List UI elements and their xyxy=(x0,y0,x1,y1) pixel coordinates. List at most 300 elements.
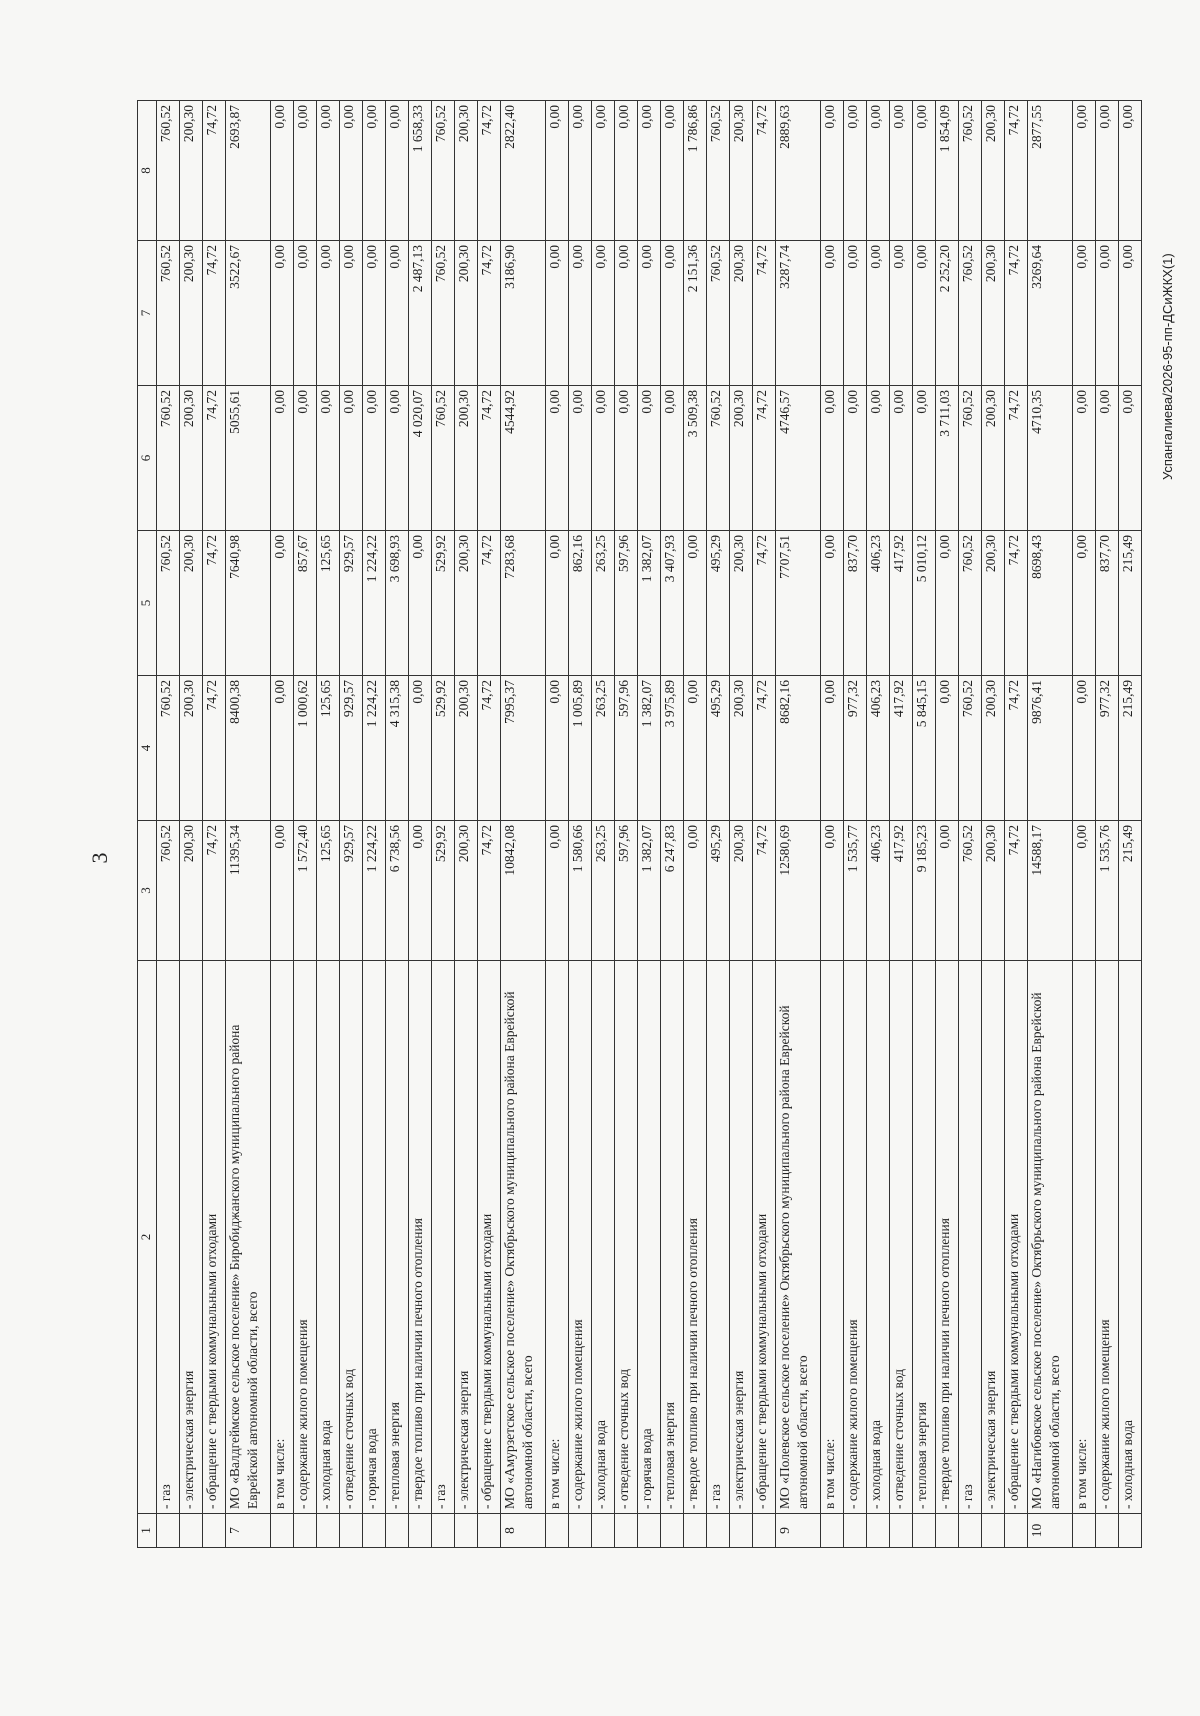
value-cell: 4544,92 xyxy=(501,386,546,531)
value-cell: 8698,43 xyxy=(1028,531,1073,676)
table-row xyxy=(730,101,753,1548)
value-cell: 200,30 xyxy=(730,821,753,961)
table-row xyxy=(982,101,1005,1548)
table-row xyxy=(569,101,592,1548)
value-cell: 0,00 xyxy=(821,531,844,676)
value-cell: 14588,17 xyxy=(1028,821,1073,961)
table-row xyxy=(821,101,844,1548)
table-row xyxy=(294,101,317,1548)
value-cell: 200,30 xyxy=(730,386,753,531)
row-label: - тепловая энергия xyxy=(913,961,936,1514)
row-number xyxy=(592,1514,615,1548)
value-cell: 0,00 xyxy=(821,821,844,961)
value-cell: 0,00 xyxy=(936,821,959,961)
value-cell: 74,72 xyxy=(203,531,226,676)
value-cell: 0,00 xyxy=(317,241,340,386)
value-cell: 0,00 xyxy=(890,386,913,531)
row-number: 10 xyxy=(1028,1514,1073,1548)
value-cell: 0,00 xyxy=(294,241,317,386)
value-cell: 3 711,03 xyxy=(936,386,959,531)
header-cell: 4 xyxy=(138,676,157,821)
value-cell: 0,00 xyxy=(844,241,867,386)
value-cell: 74,72 xyxy=(753,821,776,961)
value-cell: 1 382,07 xyxy=(638,821,661,961)
value-cell: 0,00 xyxy=(913,241,936,386)
row-number xyxy=(730,1514,753,1548)
value-cell: 0,00 xyxy=(340,386,363,531)
table-row xyxy=(890,101,913,1548)
value-cell: 929,57 xyxy=(340,531,363,676)
row-label: МО «Нагибовское сельское поселение» Октябрьского муниципального района Еврейской автономной области, всего xyxy=(1028,961,1073,1514)
value-cell: 263,25 xyxy=(592,821,615,961)
value-cell: 0,00 xyxy=(867,241,890,386)
row-number xyxy=(363,1514,386,1548)
value-cell: 760,52 xyxy=(157,531,180,676)
value-cell: 2 487,13 xyxy=(409,241,432,386)
row-number xyxy=(982,1514,1005,1548)
value-cell: 74,72 xyxy=(1005,386,1028,531)
row-number: 7 xyxy=(226,1514,271,1548)
row-label: - отведение сточных вод xyxy=(340,961,363,1514)
value-cell: 200,30 xyxy=(982,101,1005,241)
value-cell: 0,00 xyxy=(913,101,936,241)
value-cell: 597,96 xyxy=(615,676,638,821)
row-label: - холодная вода xyxy=(317,961,340,1514)
value-cell: 215,49 xyxy=(1119,676,1142,821)
value-cell: 3287,74 xyxy=(776,241,821,386)
row-label: - электрическая энергия xyxy=(982,961,1005,1514)
row-label: - газ xyxy=(707,961,730,1514)
value-cell: 74,72 xyxy=(1005,821,1028,961)
value-cell: 2 151,36 xyxy=(684,241,707,386)
value-cell: 0,00 xyxy=(1096,101,1119,241)
value-cell: 74,72 xyxy=(478,676,501,821)
row-label: - электрическая энергия xyxy=(455,961,478,1514)
table-row xyxy=(776,101,821,1548)
value-cell: 74,72 xyxy=(1005,241,1028,386)
value-cell: 6 247,83 xyxy=(661,821,684,961)
value-cell: 0,00 xyxy=(386,101,409,241)
value-cell: 0,00 xyxy=(615,241,638,386)
row-number xyxy=(409,1514,432,1548)
value-cell: 200,30 xyxy=(730,676,753,821)
value-cell: 2 252,20 xyxy=(936,241,959,386)
value-cell: 0,00 xyxy=(363,241,386,386)
table-row xyxy=(180,101,203,1548)
value-cell: 200,30 xyxy=(180,676,203,821)
row-label: - газ xyxy=(959,961,982,1514)
value-cell: 0,00 xyxy=(821,386,844,531)
value-cell: 857,67 xyxy=(294,531,317,676)
value-cell: 1 382,07 xyxy=(638,676,661,821)
value-cell: 200,30 xyxy=(455,386,478,531)
value-cell: 0,00 xyxy=(271,241,294,386)
value-cell: 9 185,23 xyxy=(913,821,936,961)
row-label: - содержание жилого помещения xyxy=(294,961,317,1514)
header-cell: 8 xyxy=(138,101,157,241)
value-cell: 200,30 xyxy=(180,101,203,241)
table-row xyxy=(638,101,661,1548)
value-cell: 1 005,89 xyxy=(569,676,592,821)
value-cell: 200,30 xyxy=(982,241,1005,386)
row-number xyxy=(959,1514,982,1548)
row-number xyxy=(294,1514,317,1548)
row-number xyxy=(753,1514,776,1548)
value-cell: 74,72 xyxy=(1005,101,1028,241)
value-cell: 417,92 xyxy=(890,676,913,821)
row-label: - тепловая энергия xyxy=(386,961,409,1514)
table-row xyxy=(1005,101,1028,1548)
table-row xyxy=(592,101,615,1548)
row-label: - тепловая энергия xyxy=(661,961,684,1514)
header-cell: 3 xyxy=(138,821,157,961)
value-cell: 977,32 xyxy=(1096,676,1119,821)
value-cell: 200,30 xyxy=(180,821,203,961)
value-cell: 0,00 xyxy=(546,386,569,531)
value-cell: 760,52 xyxy=(959,676,982,821)
header-cell: 7 xyxy=(138,241,157,386)
table-row xyxy=(913,101,936,1548)
value-cell: 74,72 xyxy=(478,386,501,531)
value-cell: 977,32 xyxy=(844,676,867,821)
value-cell: 74,72 xyxy=(753,241,776,386)
value-cell: 263,25 xyxy=(592,676,615,821)
value-cell: 74,72 xyxy=(203,821,226,961)
table-row xyxy=(340,101,363,1548)
value-cell: 200,30 xyxy=(455,101,478,241)
value-cell: 0,00 xyxy=(569,241,592,386)
value-cell: 760,52 xyxy=(157,821,180,961)
value-cell: 74,72 xyxy=(478,101,501,241)
value-cell: 0,00 xyxy=(821,241,844,386)
value-cell: 2889,63 xyxy=(776,101,821,241)
row-label: МО «Полевское сельское поселение» Октябрьского муниципального района Еврейской автономной области, всего xyxy=(776,961,821,1514)
value-cell: 0,00 xyxy=(569,101,592,241)
row-number xyxy=(867,1514,890,1548)
value-cell: 760,52 xyxy=(707,386,730,531)
value-cell: 0,00 xyxy=(546,241,569,386)
row-number xyxy=(1119,1514,1142,1548)
value-cell: 74,72 xyxy=(203,241,226,386)
value-cell: 74,72 xyxy=(753,386,776,531)
value-cell: 0,00 xyxy=(821,101,844,241)
value-cell: 760,52 xyxy=(157,101,180,241)
row-number: 8 xyxy=(501,1514,546,1548)
value-cell: 760,52 xyxy=(959,101,982,241)
row-label: - обращение с твердыми коммунальными отходами xyxy=(1005,961,1028,1514)
row-label: - твердое топливо при наличии печного отопления xyxy=(409,961,432,1514)
value-cell: 0,00 xyxy=(638,386,661,531)
value-cell: 417,92 xyxy=(890,821,913,961)
table-row xyxy=(317,101,340,1548)
row-number xyxy=(546,1514,569,1548)
value-cell: 1 658,33 xyxy=(409,101,432,241)
value-cell: 760,52 xyxy=(707,101,730,241)
value-cell: 597,96 xyxy=(615,821,638,961)
value-cell: 3 509,38 xyxy=(684,386,707,531)
table-row xyxy=(386,101,409,1548)
value-cell: 200,30 xyxy=(730,101,753,241)
table-row xyxy=(226,101,271,1548)
value-cell: 0,00 xyxy=(638,241,661,386)
value-cell: 0,00 xyxy=(340,101,363,241)
value-cell: 0,00 xyxy=(684,676,707,821)
value-cell: 3522,67 xyxy=(226,241,271,386)
row-number xyxy=(157,1514,180,1548)
value-cell: 74,72 xyxy=(478,821,501,961)
value-cell: 0,00 xyxy=(890,101,913,241)
value-cell: 200,30 xyxy=(455,821,478,961)
value-cell: 0,00 xyxy=(1073,821,1096,961)
value-cell: 1 580,66 xyxy=(569,821,592,961)
value-cell: 760,52 xyxy=(959,531,982,676)
value-cell: 0,00 xyxy=(271,676,294,821)
value-cell: 7995,37 xyxy=(501,676,546,821)
value-cell: 0,00 xyxy=(1119,386,1142,531)
value-cell: 0,00 xyxy=(1073,386,1096,531)
value-cell: 74,72 xyxy=(478,241,501,386)
page-number: 3 xyxy=(87,852,112,864)
value-cell: 0,00 xyxy=(1119,101,1142,241)
value-cell: 0,00 xyxy=(1073,676,1096,821)
row-label: - отведение сточных вод xyxy=(890,961,913,1514)
value-cell: 406,23 xyxy=(867,531,890,676)
table-row xyxy=(501,101,546,1548)
table-row xyxy=(478,101,501,1548)
value-cell: 0,00 xyxy=(867,101,890,241)
value-cell: 406,23 xyxy=(867,821,890,961)
value-cell: 12580,69 xyxy=(776,821,821,961)
table-row xyxy=(959,101,982,1548)
value-cell: 529,92 xyxy=(432,676,455,821)
row-label: - горячая вода xyxy=(638,961,661,1514)
row-number: 9 xyxy=(776,1514,821,1548)
value-cell: 1 224,22 xyxy=(363,531,386,676)
row-number xyxy=(684,1514,707,1548)
value-cell: 8400,38 xyxy=(226,676,271,821)
value-cell: 0,00 xyxy=(386,386,409,531)
value-cell: 0,00 xyxy=(1073,531,1096,676)
table-row xyxy=(1119,101,1142,1548)
table-row xyxy=(546,101,569,1548)
row-number xyxy=(478,1514,501,1548)
row-label: МО «Валдгеймское сельское поселение» Биробиджанского муниципального района Еврейской автономной области, всего xyxy=(226,961,271,1514)
row-label: - газ xyxy=(432,961,455,1514)
value-cell: 125,65 xyxy=(317,821,340,961)
value-cell: 200,30 xyxy=(180,241,203,386)
value-cell: 5 845,15 xyxy=(913,676,936,821)
value-cell: 1 572,40 xyxy=(294,821,317,961)
tariff-table xyxy=(137,100,1142,1548)
row-label: в том числе: xyxy=(821,961,844,1514)
row-number xyxy=(615,1514,638,1548)
row-number xyxy=(271,1514,294,1548)
value-cell: 5055,61 xyxy=(226,386,271,531)
table-row xyxy=(409,101,432,1548)
value-cell: 1 224,22 xyxy=(363,676,386,821)
value-cell: 0,00 xyxy=(386,241,409,386)
table-row xyxy=(661,101,684,1548)
row-number xyxy=(180,1514,203,1548)
value-cell: 2877,55 xyxy=(1028,101,1073,241)
value-cell: 0,00 xyxy=(592,241,615,386)
value-cell: 529,92 xyxy=(432,821,455,961)
row-number xyxy=(1096,1514,1119,1548)
value-cell: 74,72 xyxy=(203,386,226,531)
value-cell: 11395,34 xyxy=(226,821,271,961)
value-cell: 0,00 xyxy=(294,101,317,241)
row-number xyxy=(1005,1514,1028,1548)
row-number xyxy=(844,1514,867,1548)
value-cell: 200,30 xyxy=(180,531,203,676)
value-cell: 200,30 xyxy=(455,676,478,821)
value-cell: 0,00 xyxy=(1096,386,1119,531)
value-cell: 0,00 xyxy=(363,386,386,531)
value-cell: 0,00 xyxy=(592,101,615,241)
value-cell: 1 786,86 xyxy=(684,101,707,241)
value-cell: 0,00 xyxy=(271,386,294,531)
value-cell: 0,00 xyxy=(684,531,707,676)
table-row xyxy=(271,101,294,1548)
row-number xyxy=(821,1514,844,1548)
value-cell: 3 975,89 xyxy=(661,676,684,821)
value-cell: 74,72 xyxy=(1005,531,1028,676)
table-row xyxy=(1073,101,1096,1548)
value-cell: 0,00 xyxy=(592,386,615,531)
row-label: в том числе: xyxy=(546,961,569,1514)
table-row xyxy=(684,101,707,1548)
header-cell: 6 xyxy=(138,386,157,531)
value-cell: 1 382,07 xyxy=(638,531,661,676)
value-cell: 0,00 xyxy=(546,531,569,676)
value-cell: 0,00 xyxy=(294,386,317,531)
value-cell: 7640,98 xyxy=(226,531,271,676)
row-number xyxy=(707,1514,730,1548)
row-label: в том числе: xyxy=(271,961,294,1514)
value-cell: 0,00 xyxy=(661,386,684,531)
value-cell: 74,72 xyxy=(203,676,226,821)
value-cell: 0,00 xyxy=(340,241,363,386)
value-cell: 760,52 xyxy=(157,676,180,821)
value-cell: 7707,51 xyxy=(776,531,821,676)
value-cell: 0,00 xyxy=(661,101,684,241)
value-cell: 760,52 xyxy=(432,101,455,241)
value-cell: 929,57 xyxy=(340,676,363,821)
row-number xyxy=(203,1514,226,1548)
value-cell: 862,16 xyxy=(569,531,592,676)
value-cell: 597,96 xyxy=(615,531,638,676)
value-cell: 74,72 xyxy=(478,531,501,676)
header-cell: 5 xyxy=(138,531,157,676)
table-row xyxy=(707,101,730,1548)
value-cell: 0,00 xyxy=(684,821,707,961)
value-cell: 529,92 xyxy=(432,531,455,676)
value-cell: 0,00 xyxy=(1119,241,1142,386)
value-cell: 74,72 xyxy=(753,531,776,676)
value-cell: 6 738,56 xyxy=(386,821,409,961)
row-label: - твердое топливо при наличии печного отопления xyxy=(684,961,707,1514)
row-label: - содержание жилого помещения xyxy=(844,961,867,1514)
table-row xyxy=(455,101,478,1548)
table-row xyxy=(867,101,890,1548)
row-label: - обращение с твердыми коммунальными отходами xyxy=(753,961,776,1514)
value-cell: 495,29 xyxy=(707,821,730,961)
value-cell: 3 407,93 xyxy=(661,531,684,676)
value-cell: 495,29 xyxy=(707,676,730,821)
value-cell: 4710,35 xyxy=(1028,386,1073,531)
value-cell: 0,00 xyxy=(638,101,661,241)
header-cell: 2 xyxy=(138,961,157,1514)
rotated-table-container xyxy=(137,101,1135,1548)
value-cell: 2822,40 xyxy=(501,101,546,241)
table-row xyxy=(844,101,867,1548)
value-cell: 837,70 xyxy=(844,531,867,676)
value-cell: 200,30 xyxy=(982,386,1005,531)
value-cell: 4 020,07 xyxy=(409,386,432,531)
table-row xyxy=(363,101,386,1548)
value-cell: 417,92 xyxy=(890,531,913,676)
value-cell: 760,52 xyxy=(959,821,982,961)
row-number xyxy=(638,1514,661,1548)
value-cell: 0,00 xyxy=(569,386,592,531)
row-number xyxy=(455,1514,478,1548)
row-number xyxy=(569,1514,592,1548)
value-cell: 0,00 xyxy=(615,386,638,531)
value-cell: 0,00 xyxy=(844,386,867,531)
table-row xyxy=(432,101,455,1548)
row-label: - электрическая энергия xyxy=(180,961,203,1514)
value-cell: 263,25 xyxy=(592,531,615,676)
row-label: - холодная вода xyxy=(867,961,890,1514)
value-cell: 3186,90 xyxy=(501,241,546,386)
value-cell: 215,49 xyxy=(1119,531,1142,676)
value-cell: 0,00 xyxy=(661,241,684,386)
footer-text: Успангалиева/2026-95-пп-ДСиЖКХ(1) xyxy=(1160,253,1175,480)
value-cell: 200,30 xyxy=(982,531,1005,676)
row-label: - горячая вода xyxy=(363,961,386,1514)
value-cell: 3269,64 xyxy=(1028,241,1073,386)
row-label: в том числе: xyxy=(1073,961,1096,1514)
value-cell: 125,65 xyxy=(317,531,340,676)
table-row xyxy=(936,101,959,1548)
row-number xyxy=(936,1514,959,1548)
row-number xyxy=(432,1514,455,1548)
value-cell: 74,72 xyxy=(753,101,776,241)
value-cell: 200,30 xyxy=(455,241,478,386)
row-number xyxy=(386,1514,409,1548)
value-cell: 760,52 xyxy=(157,241,180,386)
value-cell: 0,00 xyxy=(409,676,432,821)
value-cell: 0,00 xyxy=(844,101,867,241)
value-cell: 0,00 xyxy=(1096,241,1119,386)
value-cell: 0,00 xyxy=(317,386,340,531)
footer xyxy=(1160,10,1180,1716)
value-cell: 0,00 xyxy=(1073,241,1096,386)
value-cell: 0,00 xyxy=(317,101,340,241)
value-cell: 760,52 xyxy=(432,241,455,386)
table-row xyxy=(615,101,638,1548)
value-cell: 0,00 xyxy=(271,821,294,961)
row-label: - газ xyxy=(157,961,180,1514)
row-label: - холодная вода xyxy=(1119,961,1142,1514)
value-cell: 760,52 xyxy=(707,241,730,386)
value-cell: 0,00 xyxy=(546,821,569,961)
value-cell: 1 535,77 xyxy=(844,821,867,961)
value-cell: 1 535,76 xyxy=(1096,821,1119,961)
value-cell: 8682,16 xyxy=(776,676,821,821)
row-number xyxy=(913,1514,936,1548)
value-cell: 406,23 xyxy=(867,676,890,821)
